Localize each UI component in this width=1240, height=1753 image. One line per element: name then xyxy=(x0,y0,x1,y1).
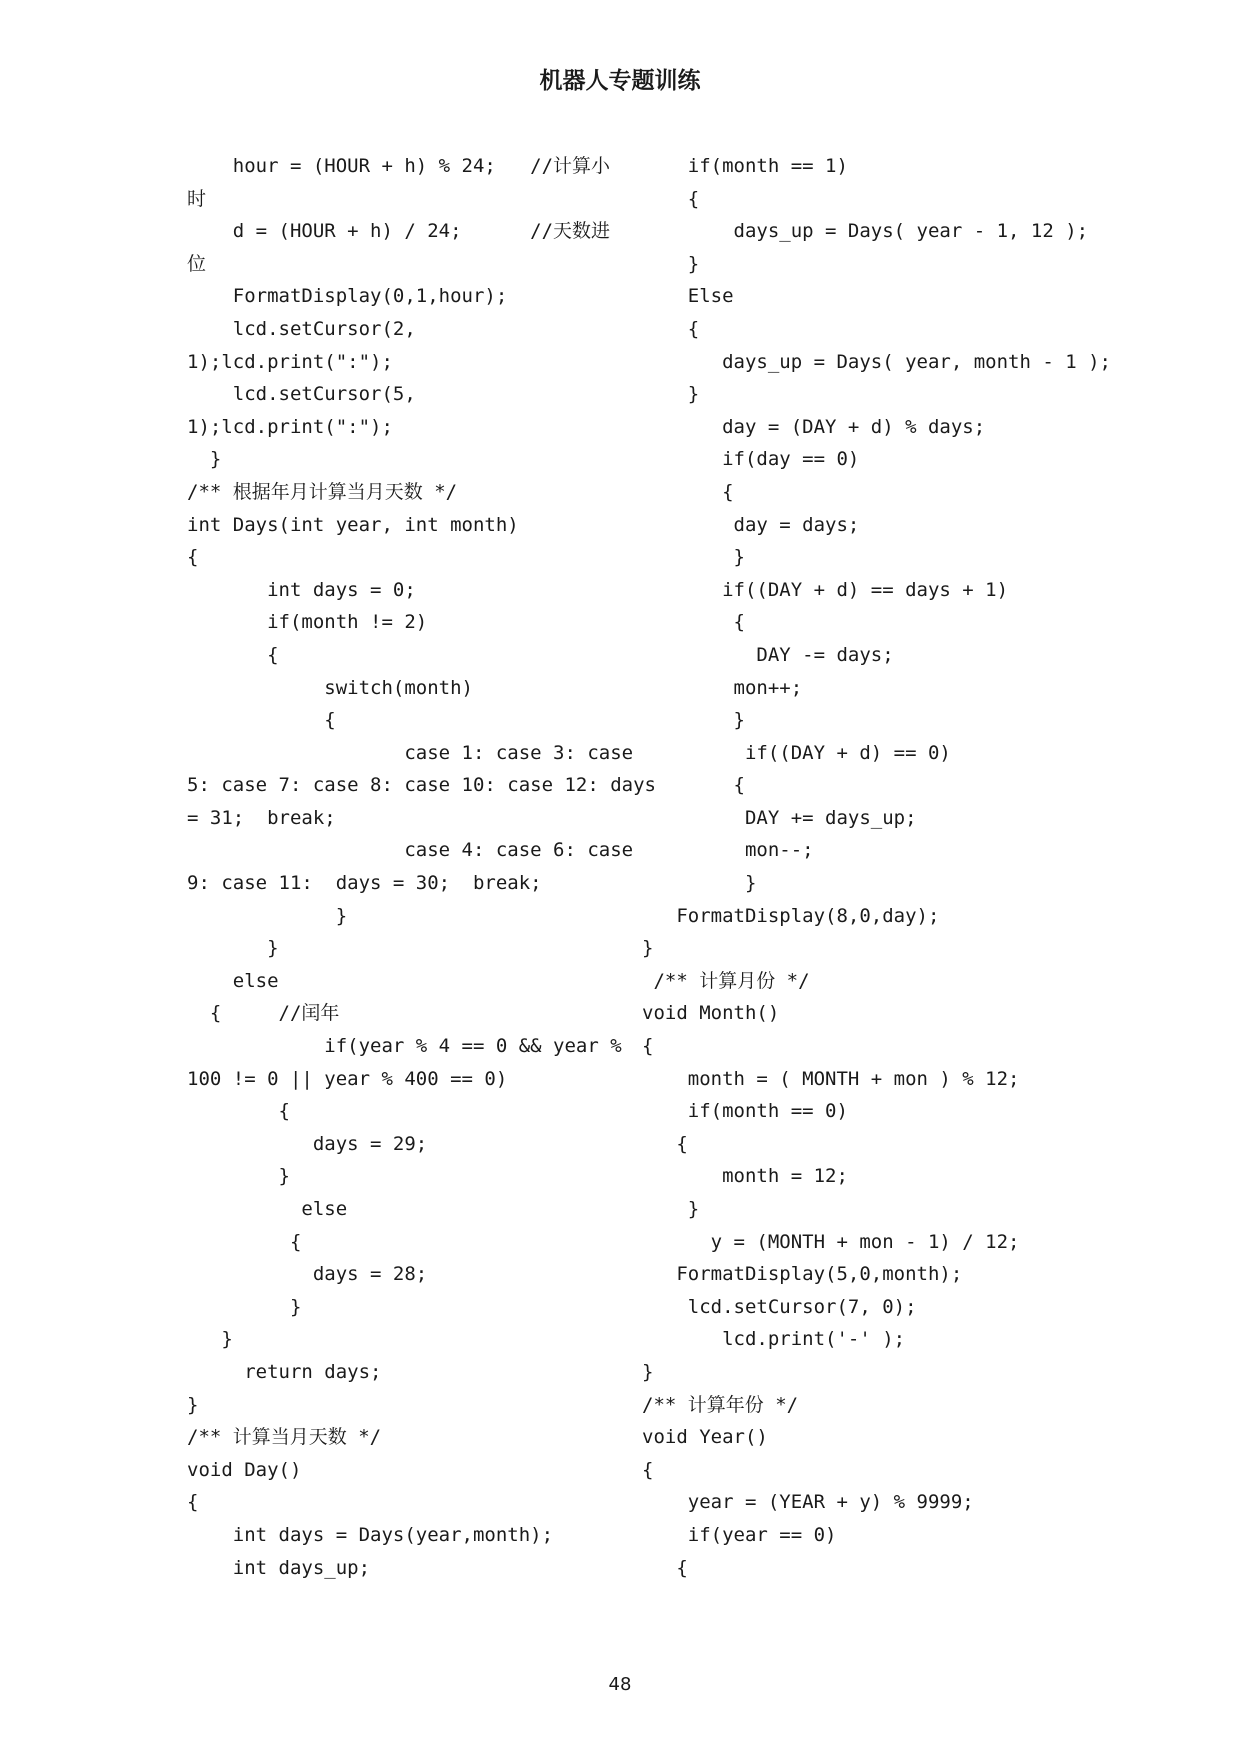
code-line: } xyxy=(187,904,348,927)
code-line: lcd.print('-' ); xyxy=(642,1328,906,1351)
code-line: DAY += days_up; xyxy=(642,806,917,829)
code-line: void Day() xyxy=(187,1458,302,1481)
code-line: days_up = Days( year, month - 1 ); xyxy=(642,350,1111,373)
code-line: if(month == 0) xyxy=(642,1100,848,1123)
code-line: { xyxy=(187,1230,302,1253)
code-line: else xyxy=(187,1198,348,1220)
code-line: DAY -= days; xyxy=(642,643,894,666)
code-line: } xyxy=(642,383,700,406)
code-line: } xyxy=(187,448,222,471)
code-line: Else xyxy=(642,285,734,308)
code-line: lcd.setCursor(5, xyxy=(187,383,416,406)
code-line: void Month() xyxy=(642,1002,780,1025)
code-line: 9: case 11: days = 30; break; xyxy=(187,872,542,895)
code-line: } xyxy=(187,1165,290,1188)
code-line: { xyxy=(187,1491,199,1514)
code-line: if(year % 4 == 0 && year % xyxy=(187,1035,622,1058)
code-line: day = days; xyxy=(642,513,860,536)
code-line: lcd.setCursor(7, 0); xyxy=(642,1295,917,1318)
code-line: if((DAY + d) == days + 1) xyxy=(642,578,1009,601)
code-line: { xyxy=(187,1100,290,1123)
code-line: FormatDisplay(8,0,day); xyxy=(642,904,940,927)
code-line: { xyxy=(642,1035,654,1058)
code-column-right xyxy=(642,150,1111,1584)
code-line: if(year == 0) xyxy=(642,1523,837,1546)
code-line: } xyxy=(642,1360,654,1383)
code-line: { xyxy=(187,643,279,666)
code-line: /** 计算年份 */ xyxy=(642,1393,799,1416)
code-line: d = (HOUR + h) / 24; //天数进 xyxy=(187,220,611,243)
code-line: } xyxy=(642,1198,700,1220)
code-line: switch(month) xyxy=(187,676,473,699)
code-line: year = (YEAR + y) % 9999; xyxy=(642,1491,974,1514)
code-line: day = (DAY + d) % days; xyxy=(642,415,986,438)
code-line: if((DAY + d) == 0) xyxy=(642,741,951,764)
code-line: { xyxy=(642,317,700,340)
code-column-left xyxy=(187,150,656,1584)
code-line: { xyxy=(642,480,734,503)
code-line: int days = Days(year,month); xyxy=(187,1523,554,1546)
code-line: } xyxy=(642,252,700,275)
code-line: { //闰年 xyxy=(187,1002,340,1025)
code-line: hour = (HOUR + h) % 24; //计算小 xyxy=(187,155,611,177)
page-number: 48 xyxy=(608,1674,632,1695)
code-line: else xyxy=(187,969,279,992)
code-line: { xyxy=(642,1132,688,1155)
code-line: 1);lcd.print(":"); xyxy=(187,350,393,373)
code-line: mon--; xyxy=(642,839,814,862)
code-line: FormatDisplay(5,0,month); xyxy=(642,1263,963,1286)
page-title: 机器人专题训练 xyxy=(539,68,701,94)
code-line: { xyxy=(642,774,745,797)
code-line: int Days(int year, int month) xyxy=(187,513,519,536)
code-line: 1);lcd.print(":"); xyxy=(187,415,393,438)
code-line: 位 xyxy=(187,252,207,275)
code-line: { xyxy=(187,546,199,569)
code-line: days_up = Days( year - 1, 12 ); xyxy=(642,220,1089,243)
code-line: case 4: case 6: case xyxy=(187,839,634,862)
code-line: /** 计算当月天数 */ xyxy=(187,1426,382,1449)
code-line: { xyxy=(187,709,336,732)
code-line: } xyxy=(642,937,654,960)
code-line: if(month != 2) xyxy=(187,611,428,634)
code-line: /** 计算月份 */ xyxy=(642,969,810,992)
code-line: y = (MONTH + mon - 1) / 12; xyxy=(642,1230,1020,1253)
code-line: } xyxy=(187,937,279,960)
code-line: { xyxy=(642,611,745,634)
code-line: } xyxy=(187,1393,199,1416)
code-line: int days = 0; xyxy=(187,578,416,601)
code-line: mon++; xyxy=(642,676,803,699)
code-line: 100 != 0 || year % 400 == 0) xyxy=(187,1067,508,1090)
code-line: month = 12; xyxy=(642,1165,848,1188)
code-line: month = ( MONTH + mon ) % 12; xyxy=(642,1067,1020,1090)
code-line: { xyxy=(642,187,700,210)
code-line: /** 根据年月计算当月天数 */ xyxy=(187,480,458,503)
code-line: = 31; break; xyxy=(187,806,336,829)
code-line: } xyxy=(187,1328,233,1351)
code-line: { xyxy=(642,1556,688,1579)
code-line: } xyxy=(642,546,745,569)
code-line: } xyxy=(642,709,745,732)
code-line: case 1: case 3: case xyxy=(187,741,634,764)
code-line: void Year() xyxy=(642,1426,768,1449)
code-line: 5: case 7: case 8: case 10: case 12: days xyxy=(187,774,656,797)
code-line: if(day == 0) xyxy=(642,448,860,471)
code-line: days = 29; xyxy=(187,1132,428,1155)
code-line: 时 xyxy=(187,187,207,210)
code-line: return days; xyxy=(187,1360,382,1383)
code-line: int days_up; xyxy=(187,1556,371,1579)
code-line: lcd.setCursor(2, xyxy=(187,317,416,340)
code-line: { xyxy=(642,1458,654,1481)
code-line: days = 28; xyxy=(187,1263,428,1286)
code-line: if(month == 1) xyxy=(642,155,848,177)
code-line: FormatDisplay(0,1,hour); xyxy=(187,285,508,308)
code-line: } xyxy=(187,1295,302,1318)
code-line: } xyxy=(642,872,757,895)
